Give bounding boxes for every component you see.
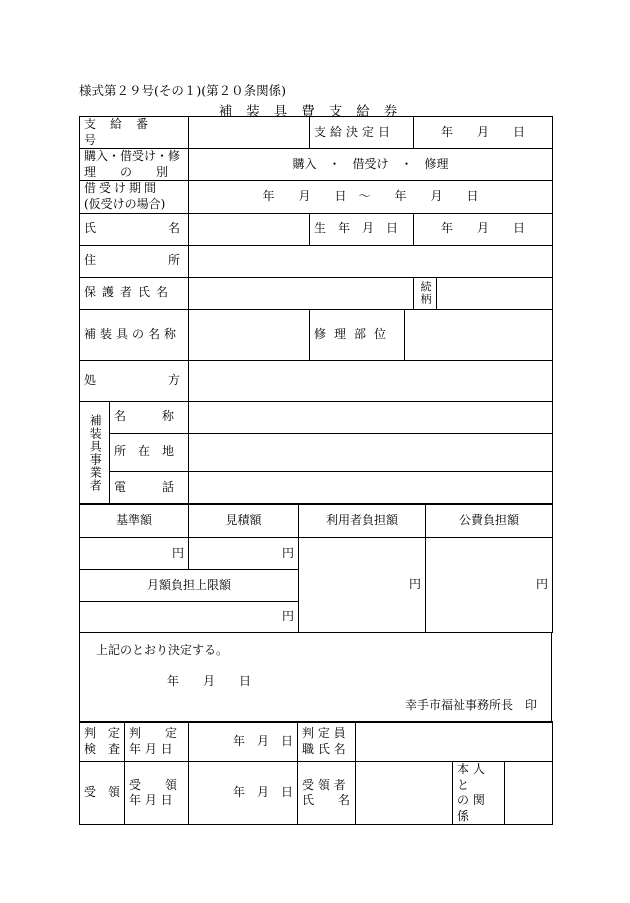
field-hogosha[interactable] bbox=[189, 277, 414, 309]
label-kijungaku: 基準額 bbox=[80, 504, 189, 538]
label-kikan-line2: (仮受けの場合) bbox=[84, 196, 166, 211]
label-kankei: 本 人 と の 関 係 bbox=[453, 762, 505, 825]
label-zokugara: 続柄 bbox=[414, 277, 437, 309]
field-shozaichi[interactable] bbox=[189, 433, 553, 471]
amount-table bbox=[79, 503, 553, 633]
label-hanteiin: 判 定 員 職 氏 名 bbox=[298, 722, 356, 762]
field-hantei-date[interactable]: 年 月 日 bbox=[189, 722, 298, 762]
field-denwa[interactable] bbox=[189, 471, 553, 504]
field-meisho[interactable] bbox=[189, 401, 553, 433]
label-mitsumorigaku: 見積額 bbox=[189, 504, 299, 538]
field-kikan[interactable]: 年 月 日 ～ 年 月 日 bbox=[189, 181, 553, 213]
field-jusho[interactable] bbox=[189, 245, 553, 277]
label-shozaichi: 所 在 地 bbox=[110, 433, 189, 471]
label-kubetsu-line1: 購入・借受け・修 bbox=[84, 149, 181, 164]
label-hosogu-meisho: 補装具の名称 bbox=[80, 309, 189, 360]
field-seinengappi[interactable]: 年 月 日 bbox=[414, 213, 553, 245]
main-form-table bbox=[79, 116, 553, 505]
label-kikan-line1: 借受け期間 bbox=[84, 181, 160, 196]
label-jusho: 住 所 bbox=[80, 245, 189, 277]
label-meisho: 名 称 bbox=[110, 401, 189, 433]
decision-block bbox=[79, 632, 552, 723]
field-juryo-date[interactable]: 年 月 日 bbox=[189, 762, 298, 825]
field-shuri-bui[interactable] bbox=[405, 309, 553, 360]
label-shimei: 氏 名 bbox=[80, 213, 189, 245]
field-kankei[interactable] bbox=[505, 762, 553, 825]
field-mitsumorigaku[interactable]: 円 bbox=[189, 538, 299, 570]
field-shikyu-bango[interactable] bbox=[189, 117, 310, 149]
field-kohi-futan[interactable]: 円 bbox=[426, 538, 553, 633]
decision-date[interactable]: 年 月 日 bbox=[167, 674, 252, 688]
label-hantei-ymd: 判 定 年 月 日 bbox=[125, 722, 189, 762]
label-denwa: 電 話 bbox=[110, 471, 189, 504]
label-kohi-futan: 公費負担額 bbox=[426, 504, 553, 538]
decision-text: 上記のとおり決定する。 bbox=[96, 643, 229, 657]
label-jigyosha: 補装具事業者 bbox=[80, 401, 110, 504]
field-shimei[interactable] bbox=[189, 213, 310, 245]
label-shuri-bui: 修理部位 bbox=[310, 309, 405, 360]
signatory: 幸手市福祉事務所長 印 bbox=[404, 698, 537, 712]
label-kubetsu bbox=[80, 149, 189, 181]
field-hosogu-meisho[interactable] bbox=[189, 309, 310, 360]
label-juryo-ymd: 受 領 年 月 日 bbox=[125, 762, 189, 825]
label-kikan bbox=[80, 181, 189, 213]
field-getsugaku-jogen[interactable]: 円 bbox=[80, 602, 299, 633]
field-riyosha-futan[interactable]: 円 bbox=[299, 538, 426, 633]
label-riyosha-futan: 利用者負担額 bbox=[299, 504, 426, 538]
field-shikyu-kettei-bi[interactable]: 年 月 日 bbox=[414, 117, 553, 149]
label-shoho: 処 方 bbox=[80, 360, 189, 401]
field-kijungaku[interactable]: 円 bbox=[80, 538, 189, 570]
bottom-table bbox=[79, 721, 553, 825]
label-juryosha: 受 領 者 氏 名 bbox=[298, 762, 356, 825]
label-hogosha: 保護者氏名 bbox=[80, 277, 189, 309]
field-zokugara[interactable] bbox=[437, 277, 553, 309]
label-shikyu-kettei-bi: 支給決定日 bbox=[310, 117, 414, 149]
page-title: 補装具費支給券 bbox=[218, 104, 412, 120]
label-seinengappi: 生 年 月 日 bbox=[310, 213, 414, 245]
field-hanteiin[interactable] bbox=[356, 722, 553, 762]
field-juryosha[interactable] bbox=[356, 762, 453, 825]
field-kubetsu[interactable]: 購入 ・ 借受け ・ 修理 bbox=[189, 149, 553, 181]
form-id: 様式第２９号(その１)(第２０条関係) bbox=[79, 83, 287, 98]
field-shoho[interactable] bbox=[189, 360, 553, 401]
label-juryo: 受 領 bbox=[80, 762, 125, 825]
label-hantei-kensa: 判 定 検 査 bbox=[80, 722, 125, 762]
label-shikyu-bango: 支給番号 bbox=[80, 117, 189, 149]
label-kubetsu-line2: 理 の 別 bbox=[84, 164, 169, 179]
label-getsugaku-jogen: 月額負担上限額 bbox=[80, 570, 299, 602]
